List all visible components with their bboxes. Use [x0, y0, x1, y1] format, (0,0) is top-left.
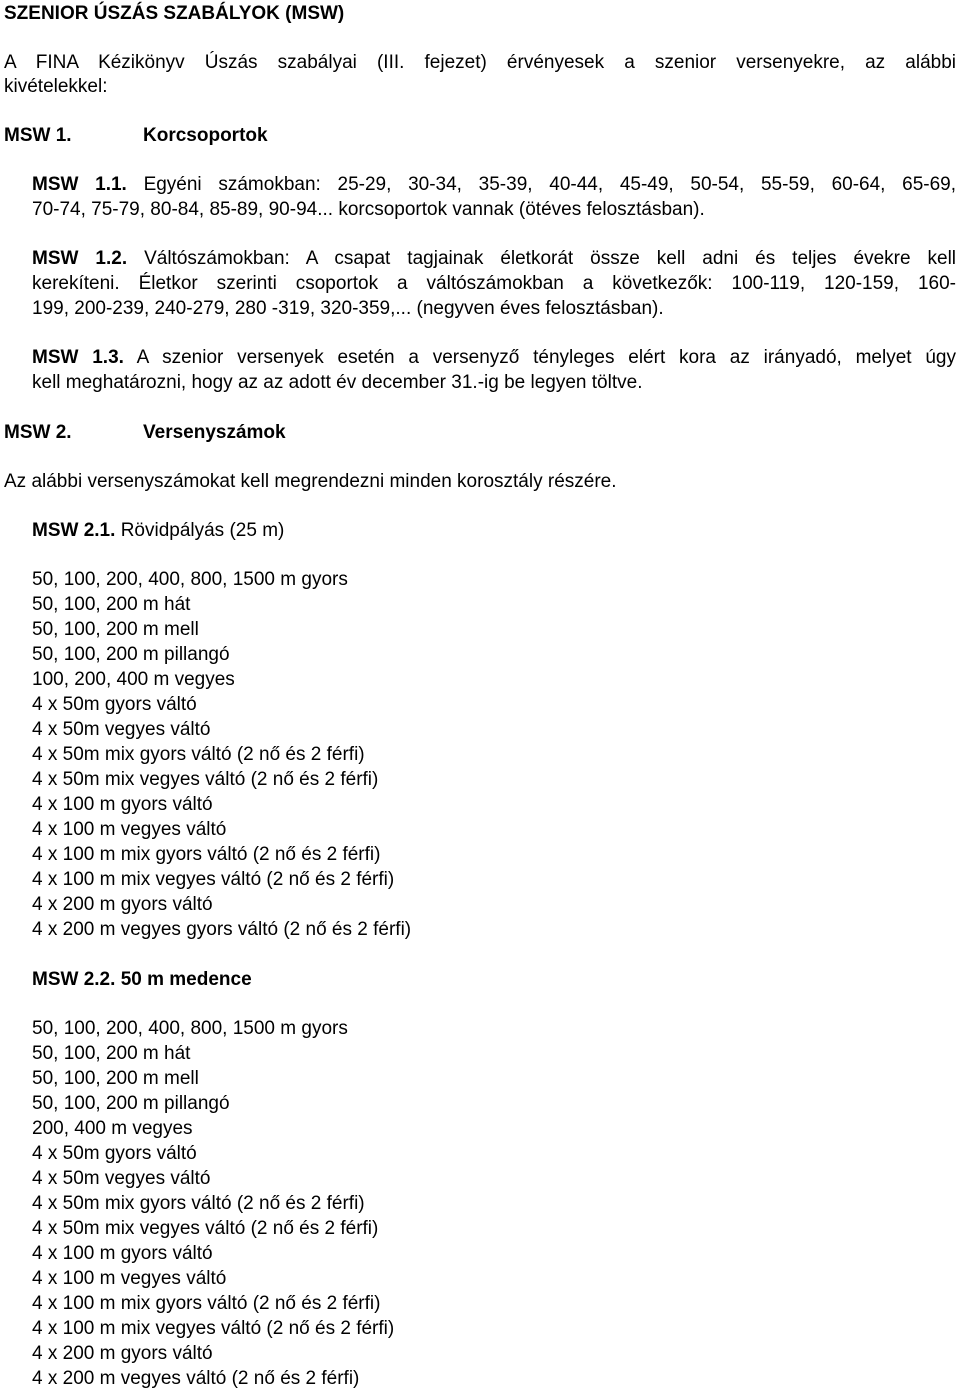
rule-1-1-text-1: Egyéni számokban: 25-29, 30-34, 35-39, 40-44, 45-49, 50-54, 55-59, 60-64, 65-69,	[143, 174, 957, 195]
event-item: 50, 100, 200, 400, 800, 1500 m gyors	[32, 1018, 348, 1039]
event-item: 4 x 100 m mix vegyes váltó (2 nő és 2 férfi)	[32, 869, 395, 890]
event-item: 4 x 200 m gyors váltó	[32, 894, 213, 915]
rule-1-3-number: MSW 1.3.	[32, 347, 124, 368]
rule-1-2-text-1: Váltószámokban: A csapat tagjainak életkorát össze kell adni és teljes évekre kell	[144, 248, 957, 269]
short-course-event-list	[32, 567, 411, 942]
rule-2-1-heading	[32, 519, 284, 543]
long-course-event-list	[32, 1016, 394, 1391]
event-item: 4 x 50m mix vegyes váltó (2 nő és 2 férfi)	[32, 769, 379, 790]
rule-1-3-text-1: A szenior versenyek esetén a versenyző tényleges elért kora az irányadó, melyet úgy	[136, 347, 956, 368]
event-item: 4 x 50m mix gyors váltó (2 nő és 2 férfi)	[32, 1193, 365, 1214]
event-item: 4 x 50m gyors váltó	[32, 694, 197, 715]
page-title: SZENIOR ÚSZÁS SZABÁLYOK (MSW)	[4, 3, 345, 24]
event-item: 4 x 100 m mix vegyes váltó (2 nő és 2 férfi)	[32, 1318, 395, 1339]
event-item: 4 x 100 m vegyes váltó	[32, 1268, 227, 1289]
event-item: 4 x 100 m vegyes váltó	[32, 819, 227, 840]
rule-1-3-line-2: kell meghatározni, hogy az az adott év december 31.-ig be legyen töltve.	[32, 372, 643, 393]
event-item: 4 x 100 m mix gyors váltó (2 nő és 2 férfi)	[32, 1293, 381, 1314]
event-item: 4 x 50m gyors váltó	[32, 1143, 197, 1164]
rule-1-3-line-1	[32, 346, 956, 370]
event-item: 4 x 50m vegyes váltó	[32, 719, 211, 740]
rule-1-2-line-1	[32, 247, 956, 271]
event-item: 50, 100, 200 m hát	[32, 594, 191, 615]
event-item: 4 x 50m vegyes váltó	[32, 1168, 211, 1189]
intro-line-1: A FINA Kézikönyv Úszás szabályai (III. fejezet) érvényesek a szenior versenyekre, az alábbi	[4, 52, 956, 73]
rule-1-1-number: MSW 1.1.	[32, 174, 127, 195]
section-1-number: MSW 1.	[4, 125, 72, 146]
rule-1-1-line-2: 70-74, 75-79, 80-84, 85-89, 90-94... korcsoportok vannak (ötéves felosztásban).	[32, 199, 705, 220]
event-item: 4 x 100 m mix gyors váltó (2 nő és 2 férfi)	[32, 844, 381, 865]
event-item: 4 x 50m mix vegyes váltó (2 nő és 2 férfi)	[32, 1218, 379, 1239]
rule-1-1-line-1	[32, 173, 956, 197]
event-item: 4 x 200 m vegyes gyors váltó (2 nő és 2 férfi)	[32, 919, 412, 940]
event-item: 4 x 100 m gyors váltó	[32, 1243, 213, 1264]
section-2-number: MSW 2.	[4, 422, 72, 443]
rule-2-2-number: MSW 2.2.	[32, 969, 116, 990]
event-item: 4 x 200 m gyors váltó	[32, 1343, 213, 1364]
event-item: 4 x 50m mix gyors váltó (2 nő és 2 férfi)	[32, 744, 365, 765]
rule-2-1-number: MSW 2.1.	[32, 520, 116, 541]
event-item: 100, 200, 400 m vegyes	[32, 669, 235, 690]
section-1-title: Korcsoportok	[143, 125, 268, 146]
rule-2-2-title: 50 m medence	[120, 969, 252, 990]
event-item: 50, 100, 200 m pillangó	[32, 1093, 230, 1114]
rule-2-2-heading	[32, 968, 252, 992]
event-item: 50, 100, 200 m mell	[32, 1068, 199, 1089]
event-item: 4 x 200 m vegyes váltó (2 nő és 2 férfi)	[32, 1368, 360, 1389]
intro-line-2: kivételekkel:	[4, 76, 108, 97]
event-item: 50, 100, 200 m mell	[32, 619, 199, 640]
section-2-title: Versenyszámok	[143, 422, 286, 443]
event-item: 50, 100, 200, 400, 800, 1500 m gyors	[32, 569, 348, 590]
event-item: 4 x 100 m gyors váltó	[32, 794, 213, 815]
event-item: 50, 100, 200 m pillangó	[32, 644, 230, 665]
event-item: 200, 400 m vegyes	[32, 1118, 193, 1139]
section-2-intro: Az alábbi versenyszámokat kell megrendezni minden korosztály részére.	[4, 471, 617, 492]
rule-1-2-line-2: kerekíteni. Életkor szerinti csoportok a váltószámokban a következők: 100-119, 120-159, 160-	[32, 273, 956, 294]
event-item: 50, 100, 200 m hát	[32, 1043, 191, 1064]
rule-1-2-line-3: 199, 200-239, 240-279, 280 -319, 320-359,... (negyven éves felosztásban).	[32, 298, 664, 319]
rule-1-2-number: MSW 1.2.	[32, 248, 128, 269]
rule-2-1-title: Rövidpályás (25 m)	[120, 520, 285, 541]
